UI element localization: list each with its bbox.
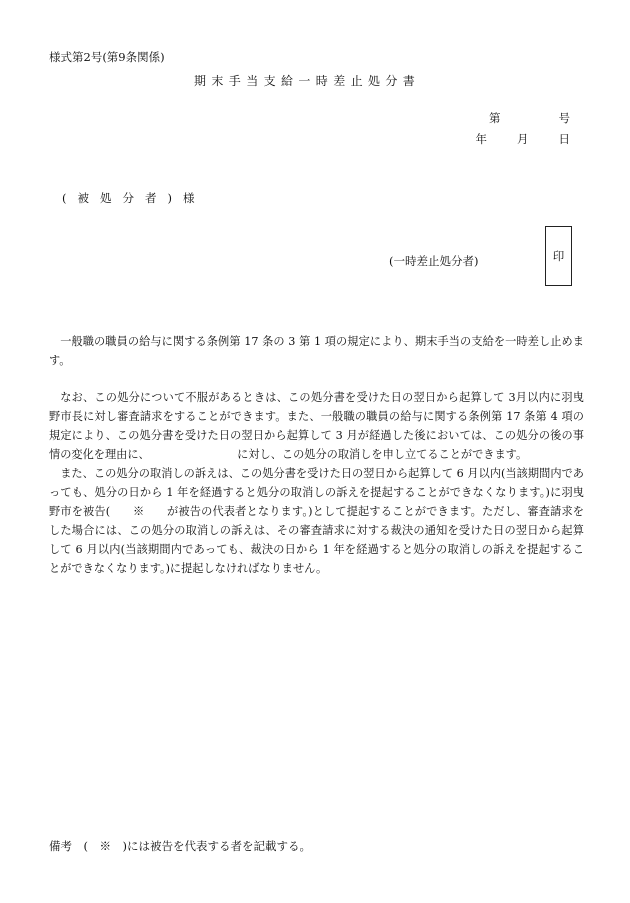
footer-note: 備考 ( ※ )には被告を代表する者を記載する。: [49, 839, 311, 853]
date-fields: [476, 131, 571, 147]
paragraph-3-text: また、この処分の取消しの訴えは、この処分書を受けた日の翌日から起算して 6 月以内(当該期間内であっても、処分の日から 1 年を経過すると処分の取消しの訴えを提起することができなくなります。)に羽曳野市を被告( ※ が被告の代表者となります。)として提起することができます。ただし、審査請求をした場合には、この処分の取消しの訴えは、その審査請求に対する裁決の通知を受けた日の翌日から起算して 6 月以内(当該期間内であっても、裁決の日から 1 年を経過すると処分の取消しの訴えを提起することができなくなります。)に提起しなければなりません。: [49, 467, 584, 575]
document-title: 期末手当支給一時差止処分書: [194, 74, 421, 88]
body-paragraph-1: [49, 332, 584, 370]
form-label: 様式第2号(第9条関係): [49, 50, 165, 64]
paragraph-2-text: なお、この処分について不服があるときは、この処分書を受けた日の翌日から起算して 3月以内に羽曳野市長に対し審査請求をすることができます。また、一般職の職員の給与に関する条例第 17 条第 4 項の規定により、この処分書を受けた日の翌日から起算して 3 月が経過した後においては、この処分の後の事情の変化を理由に、 に対し、この処分の取消しを申し立てることができます。: [49, 391, 584, 461]
document-number: [489, 110, 570, 126]
date-day: 日: [558, 132, 570, 146]
recipient-label: (被処分者)様: [62, 191, 206, 205]
seal-box: [545, 226, 572, 286]
issuer-label: (一時差止処分者): [389, 254, 479, 268]
document-number-suffix: 号: [558, 111, 570, 125]
body-paragraphs-2-3: [49, 388, 584, 578]
date-month: 月: [517, 132, 529, 146]
paragraph-1-text: 一般職の職員の給与に関する条例第 17 条の 3 第 1 項の規定により、期末手当の支給を一時差し止めます。: [49, 335, 584, 367]
document-number-prefix: 第: [489, 111, 501, 125]
seal-mark: 印: [552, 249, 565, 263]
date-year: 年: [475, 132, 487, 146]
